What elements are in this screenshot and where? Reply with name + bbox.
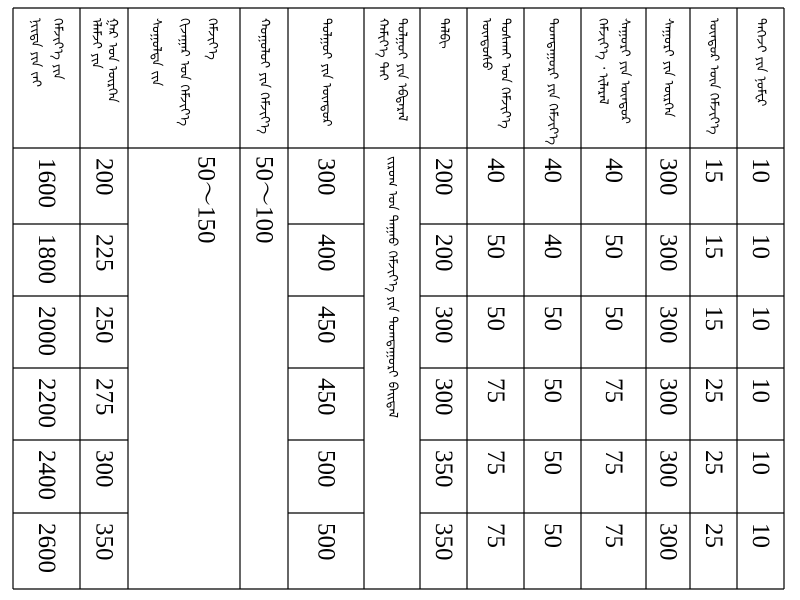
table-cell: 75 <box>482 450 509 475</box>
table-cell: 450 <box>312 306 340 344</box>
table-cell: 50 <box>600 234 627 259</box>
table-cell: 300 <box>654 450 682 488</box>
table-cell: 75 <box>482 523 509 548</box>
table-cell: 300 <box>654 306 682 344</box>
merged-cell-text: ᠵᠢᠷᠤᠭ ᠤᠨ ᠳᠠᠭᠠᠤ ᠬᠡᠮᠵᠢᠶ᠎ᠡ ᠶᠢᠨ ᠲᠣᠭᠲᠠᠭᠤᠷᠢ ᠪᠠᠢᠳᠠᠯ <box>384 156 400 418</box>
table-cell: 75 <box>600 523 627 548</box>
table-cell: 1800 <box>33 234 60 284</box>
column-header-label: ᠬᠡᠮᠵᠢᠶ᠎ᠡ ᠂ ᠢᠯᠡᠷᠡᠯ <box>595 18 611 105</box>
table-cell: 50 <box>482 234 509 259</box>
table-cell: 350 <box>430 450 457 488</box>
table-cell: 225 <box>90 234 118 272</box>
table-cell: 10 <box>747 523 774 548</box>
column-header-label: ᠦᠨᠳᠦᠰᠦ <box>478 18 494 71</box>
column-header-label: ᠲᠣᠯᠭᠣᠢ ᠶᠢᠨ ᠡᠪᠳᠡᠷᠡᠯ <box>393 18 409 122</box>
merged-cell-value: 50～100 <box>250 156 278 244</box>
header-column <box>28 18 768 145</box>
column-header-label: ᠬᠢᠵᠠᠭᠠᠷ ᠤᠨ ᠬᠡᠮᠵᠢᠶ᠎ᠡ <box>176 18 192 127</box>
table-cell: 300 <box>654 378 682 416</box>
table-cell: 500 <box>312 450 340 488</box>
table-cell: 50 <box>539 523 566 548</box>
table-cell: 300 <box>654 158 682 196</box>
column-header-label: ᠡᠯᠡᠮᠵᠢ ᠶᠢᠨ <box>88 18 104 69</box>
table-cell: 300 <box>430 378 457 416</box>
table-cell: 15 <box>700 234 727 259</box>
table-cell: 75 <box>600 378 627 403</box>
column-header-label: ᠬᠣᠭᠣᠯᠤᠢ ᠶᠢᠨ ᠬᠡᠮᠵᠢᠶ᠎ᠡ <box>256 18 272 134</box>
column-header-label: ᠥᠨᠳᠥᠷ ᠦᠨ ᠬᠡᠮᠵᠢᠶ᠎ᠡ <box>706 18 721 135</box>
table-cell: 350 <box>90 523 118 561</box>
table-cell: 75 <box>600 450 627 475</box>
data-cells <box>33 156 774 573</box>
merged-cell-value: 50～150 <box>192 156 220 244</box>
column-header-label: ᠬᠡᠮᠵᠢᠶ᠎ᠡ ᠶᠢᠨ <box>50 18 66 80</box>
table-cell: 300 <box>430 306 457 344</box>
table-cell: 450 <box>312 378 340 416</box>
table-cell: 200 <box>90 158 118 196</box>
table-cell: 25 <box>700 523 727 548</box>
table-cell: 25 <box>700 450 727 475</box>
table-cell: 50 <box>539 378 566 403</box>
table-cell: 10 <box>747 378 774 403</box>
table-cell: 50 <box>482 306 509 331</box>
table-cell: 10 <box>747 158 774 183</box>
table-cell: 75 <box>482 378 509 403</box>
column-header-label: ᠲᠣᠭᠲᠠᠭᠤᠷᠢ ᠶᠢᠨ ᠬᠡᠮᠵᠢᠶ᠎ᠡ <box>545 18 560 146</box>
column-header-label: ᠲᠣᠯᠭᠣᠢ ᠶᠢᠨ ᠥᠨᠳᠥᠷ <box>318 18 334 127</box>
column-header-label: ᠭᠠᠷ ᠤᠨ ᠥᠷᠭᠡᠨ <box>104 18 120 103</box>
table-cell: 2400 <box>33 450 60 500</box>
table-cell: 200 <box>430 234 457 272</box>
table-cell: 40 <box>539 158 566 183</box>
table-cell: 1600 <box>33 158 60 208</box>
table-cell: 300 <box>312 158 340 196</box>
table-cell: 10 <box>747 306 774 331</box>
table-cell: 2200 <box>33 378 60 428</box>
table-cell: 15 <box>700 306 727 331</box>
column-header-label: ᠨᠢᠢᠲᠡ ᠶᠢᠨ ᠵᠠᠢ <box>27 18 43 87</box>
table-cell: 10 <box>747 450 774 475</box>
column-header-label: ᠬᠡᠮᠵᠢᠶ᠎ᠡ <box>204 18 220 60</box>
column-header-label: ᠰᠠᠭᠤᠷᠢ ᠶᠢᠨ ᠥᠷᠭᠡᠨ <box>660 18 676 118</box>
column-header-label: ᠬᠠᠮᠢᠶ᠎ᠡ ᠲᠠᠢ <box>375 18 391 81</box>
column-header-label: ᠰᠠᠭᠤᠷᠢ ᠶᠢᠨ ᠥᠨᠳᠥᠷ <box>616 18 632 124</box>
table-cell: 300 <box>654 234 682 272</box>
table-cell: 500 <box>312 523 340 561</box>
column-header-label: ᠰᠤᠭᠤᠯᠲᠠ ᠵᠢᠨ <box>148 18 164 87</box>
table-cell: 25 <box>700 378 727 403</box>
table-cell: 300 <box>90 450 118 488</box>
table-cell: 2600 <box>33 523 60 573</box>
table-cell: 50 <box>539 306 566 331</box>
table-cell: 40 <box>600 158 627 183</box>
table-cell: 275 <box>90 378 118 416</box>
table-cell: 400 <box>312 234 340 272</box>
table-cell: 10 <box>747 234 774 259</box>
table-cell: 50 <box>539 450 566 475</box>
table-cell: 40 <box>482 158 509 183</box>
table-cell: 50 <box>600 306 627 331</box>
table-cell: 200 <box>430 158 457 196</box>
column-header-label: ᠳᠡᠭᠡᠵᠢ ᠶᠢᠨ ᠨᠣᠮᠸᠷ <box>753 18 768 107</box>
table-cell: 300 <box>654 523 682 561</box>
table-cell: 40 <box>539 234 566 259</box>
table-cell: 2000 <box>33 306 60 356</box>
table-cell: 250 <box>90 306 118 344</box>
column-header-label: ᠲᠤᠰᠬᠠᠢ ᠤᠨ ᠬᠡᠮᠵᠢᠶ᠎ᠡ <box>497 18 513 129</box>
table-cell: 350 <box>430 523 457 561</box>
column-header-label: ᠲᠠᠯᠪᠢ <box>436 18 451 49</box>
table-cell: 15 <box>700 158 727 183</box>
